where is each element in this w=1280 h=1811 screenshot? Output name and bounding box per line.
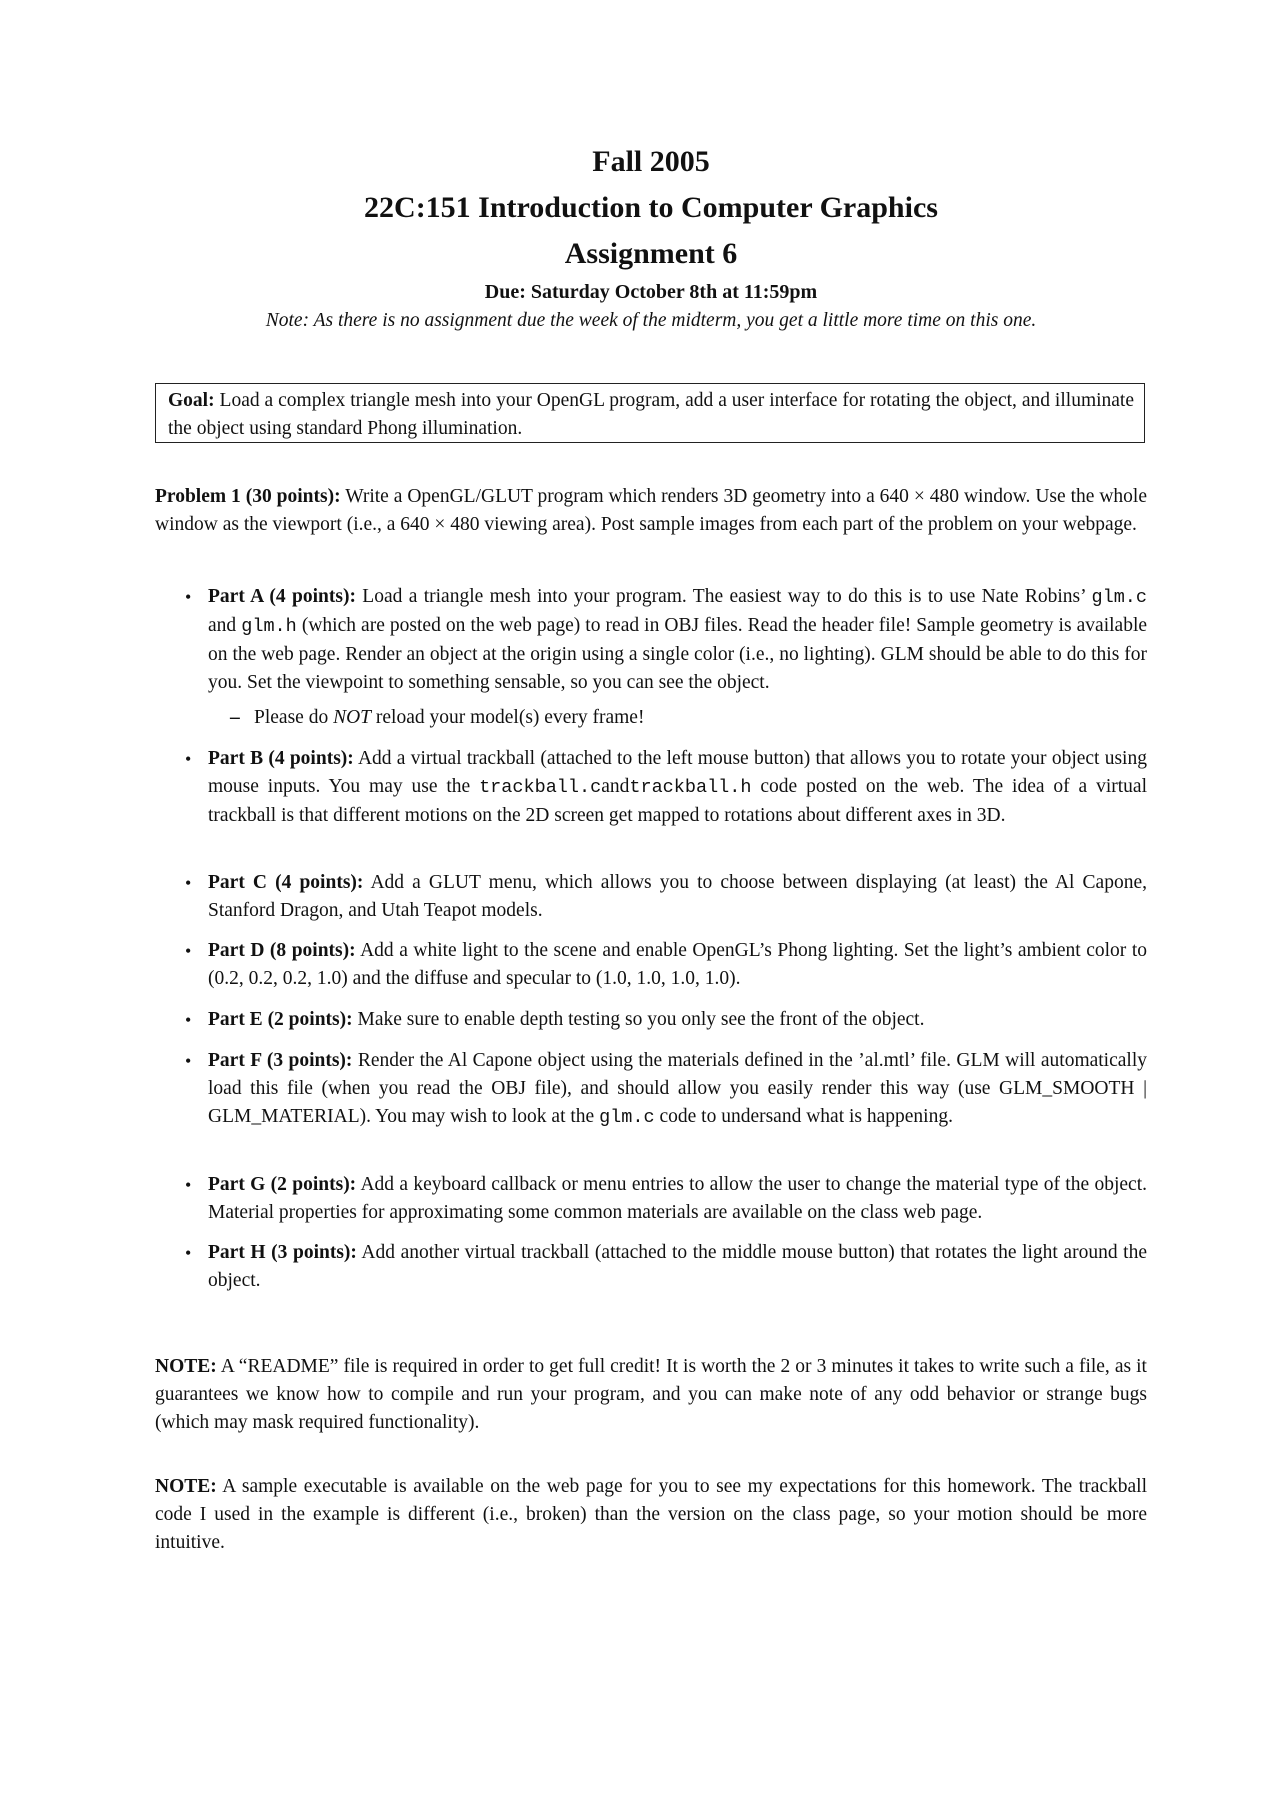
part-h-label: Part H (3 points): <box>208 1242 357 1263</box>
bullet-icon: • <box>185 749 192 769</box>
part-b-label: Part B (4 points): <box>208 748 354 769</box>
note-sample-label: NOTE: <box>155 1476 217 1497</box>
part-b-code-trackball-h: trackball.h <box>629 777 752 798</box>
part-a-sub-post: reload your model(s) every frame! <box>375 707 645 728</box>
assignment-title: Assignment 6 <box>564 237 738 270</box>
part-h-text: Add another virtual trackball (attached to the middle mouse button) that rotates the light around the object. <box>208 1242 1147 1291</box>
note-readme-text: A “README” file is required in order to get full credit! It is worth the 2 or 3 minutes it takes to write such a file, as it guarantees we know how to compile and run your program, and you can make note of any odd behavior or strange bugs (which may mask required functionality). <box>155 1356 1147 1433</box>
goal-text: Load a complex triangle mesh into your OpenGL program, add a user interface for rotating the object, and illuminate the object using standard Phong illumination. <box>168 390 1135 439</box>
goal-label: Goal: <box>168 390 215 411</box>
part-e-text: Make sure to enable depth testing so you only see the front of the object. <box>357 1009 925 1030</box>
part-g-text: Add a keyboard callback or menu entries to allow the user to change the material type of the object. Material properties for approximating some common materials are available on the class web page. <box>208 1174 1147 1223</box>
part-a <box>185 583 1148 697</box>
bullet-icon: • <box>185 1175 192 1195</box>
part-b-text-2: and <box>601 776 630 797</box>
part-g-label: Part G (2 points): <box>208 1174 357 1195</box>
due-date: Due: Saturday October 8th at 11:59pm <box>484 281 818 303</box>
part-d <box>185 937 1147 993</box>
intro-note: Note: As there is no assignment due the week of the midterm, you get a little more time on this one. <box>265 310 1037 331</box>
part-b <box>185 745 1147 830</box>
part-f-label: Part F (3 points): <box>208 1050 353 1071</box>
part-f-code-glm-c: glm.c <box>599 1107 655 1128</box>
problem-1 <box>155 483 1147 539</box>
note-readme-label: NOTE: <box>155 1356 217 1377</box>
part-a-code-glm-h: glm.h <box>241 616 297 637</box>
part-h <box>185 1239 1147 1295</box>
bullet-icon: • <box>185 941 192 961</box>
part-a-sub-pre: Please do <box>254 707 329 728</box>
part-a-code-glm-c: glm.c <box>1091 587 1147 608</box>
note-sample-executable <box>155 1473 1147 1557</box>
part-f <box>185 1047 1147 1132</box>
part-a-text-3: (which are posted on the web page) to read in OBJ files. Read the header file! Sample geometry is available on the web page. Render an object at the origin using a single color (i.e., no lighting). GLM should be able to do this for you. Set the viewpoint to something sensable, so you can see the object. <box>208 615 1148 693</box>
note-readme <box>155 1353 1147 1437</box>
bullet-icon: • <box>185 1243 192 1263</box>
part-e-label: Part E (2 points): <box>208 1009 353 1030</box>
part-g <box>185 1171 1147 1227</box>
part-d-label: Part D (8 points): <box>208 940 356 961</box>
goal-box <box>155 383 1145 443</box>
part-a-sub-emphasis: NOT <box>333 707 372 728</box>
bullet-icon: • <box>185 873 192 893</box>
dash-icon: – <box>230 707 240 728</box>
bullet-icon: • <box>185 1051 192 1071</box>
part-b-text-1: Add a virtual trackball (attached to the left mouse button) that allows you to rotate your object using mouse inputs. You may use the <box>208 748 1147 797</box>
bullet-icon: • <box>185 587 192 607</box>
part-a-text-1: Load a triangle mesh into your program. The easiest way to do this is to use Nate Robins’ <box>362 586 1086 607</box>
part-b-text-3: code posted on the web. The idea of a virtual trackball is that different motions on the 2D screen get mapped to rotations about different axes in 3D. <box>208 776 1147 826</box>
part-c-label: Part C (4 points): <box>208 872 364 893</box>
bullet-icon: • <box>185 1010 192 1030</box>
part-d-text: Add a white light to the scene and enable OpenGL’s Phong lighting. Set the light’s ambient color to (0.2, 0.2, 0.2, 1.0) and the diffuse and specular to (1.0, 1.0, 1.0, 1.0). <box>208 940 1147 989</box>
part-a-label: Part A (4 points): <box>208 586 356 607</box>
part-c <box>185 869 1147 925</box>
part-c-text: Add a GLUT menu, which allows you to choose between displaying (at least) the Al Capone, Stanford Dragon, and Utah Teapot models. <box>208 872 1147 921</box>
part-e <box>185 1006 1147 1034</box>
part-f-text-1: Render the Al Capone object using the materials defined in the ’al.mtl’ file. GLM will automatically load this file (when you read the OBJ file), and should allow you easily render this way (use GLM_SMOOTH | GLM_MATERIAL). You may wish to look at the <box>208 1050 1147 1127</box>
problem-1-label: Problem 1 (30 points): <box>155 486 341 507</box>
part-a-subitem <box>230 704 1147 732</box>
course-title: 22C:151 Introduction to Computer Graphics <box>364 191 938 224</box>
problem-1-text: Write a OpenGL/GLUT program which renders 3D geometry into a 640 × 480 window. Use the whole window as the viewport (i.e., a 640 × 480 viewing area). Post sample images from each part of the problem on your webpage. <box>155 486 1148 535</box>
note-sample-text: A sample executable is available on the web page for you to see my expectations for this homework. The trackball code I used in the example is different (i.e., broken) than the version on the class page, so your motion should be more intuitive. <box>155 1476 1147 1553</box>
part-f-text-2: code to undersand what is happening. <box>659 1106 953 1127</box>
semester-title: Fall 2005 <box>592 145 710 178</box>
part-a-text-2: and <box>208 615 237 636</box>
part-b-code-trackball-c: trackball.c <box>479 777 602 798</box>
